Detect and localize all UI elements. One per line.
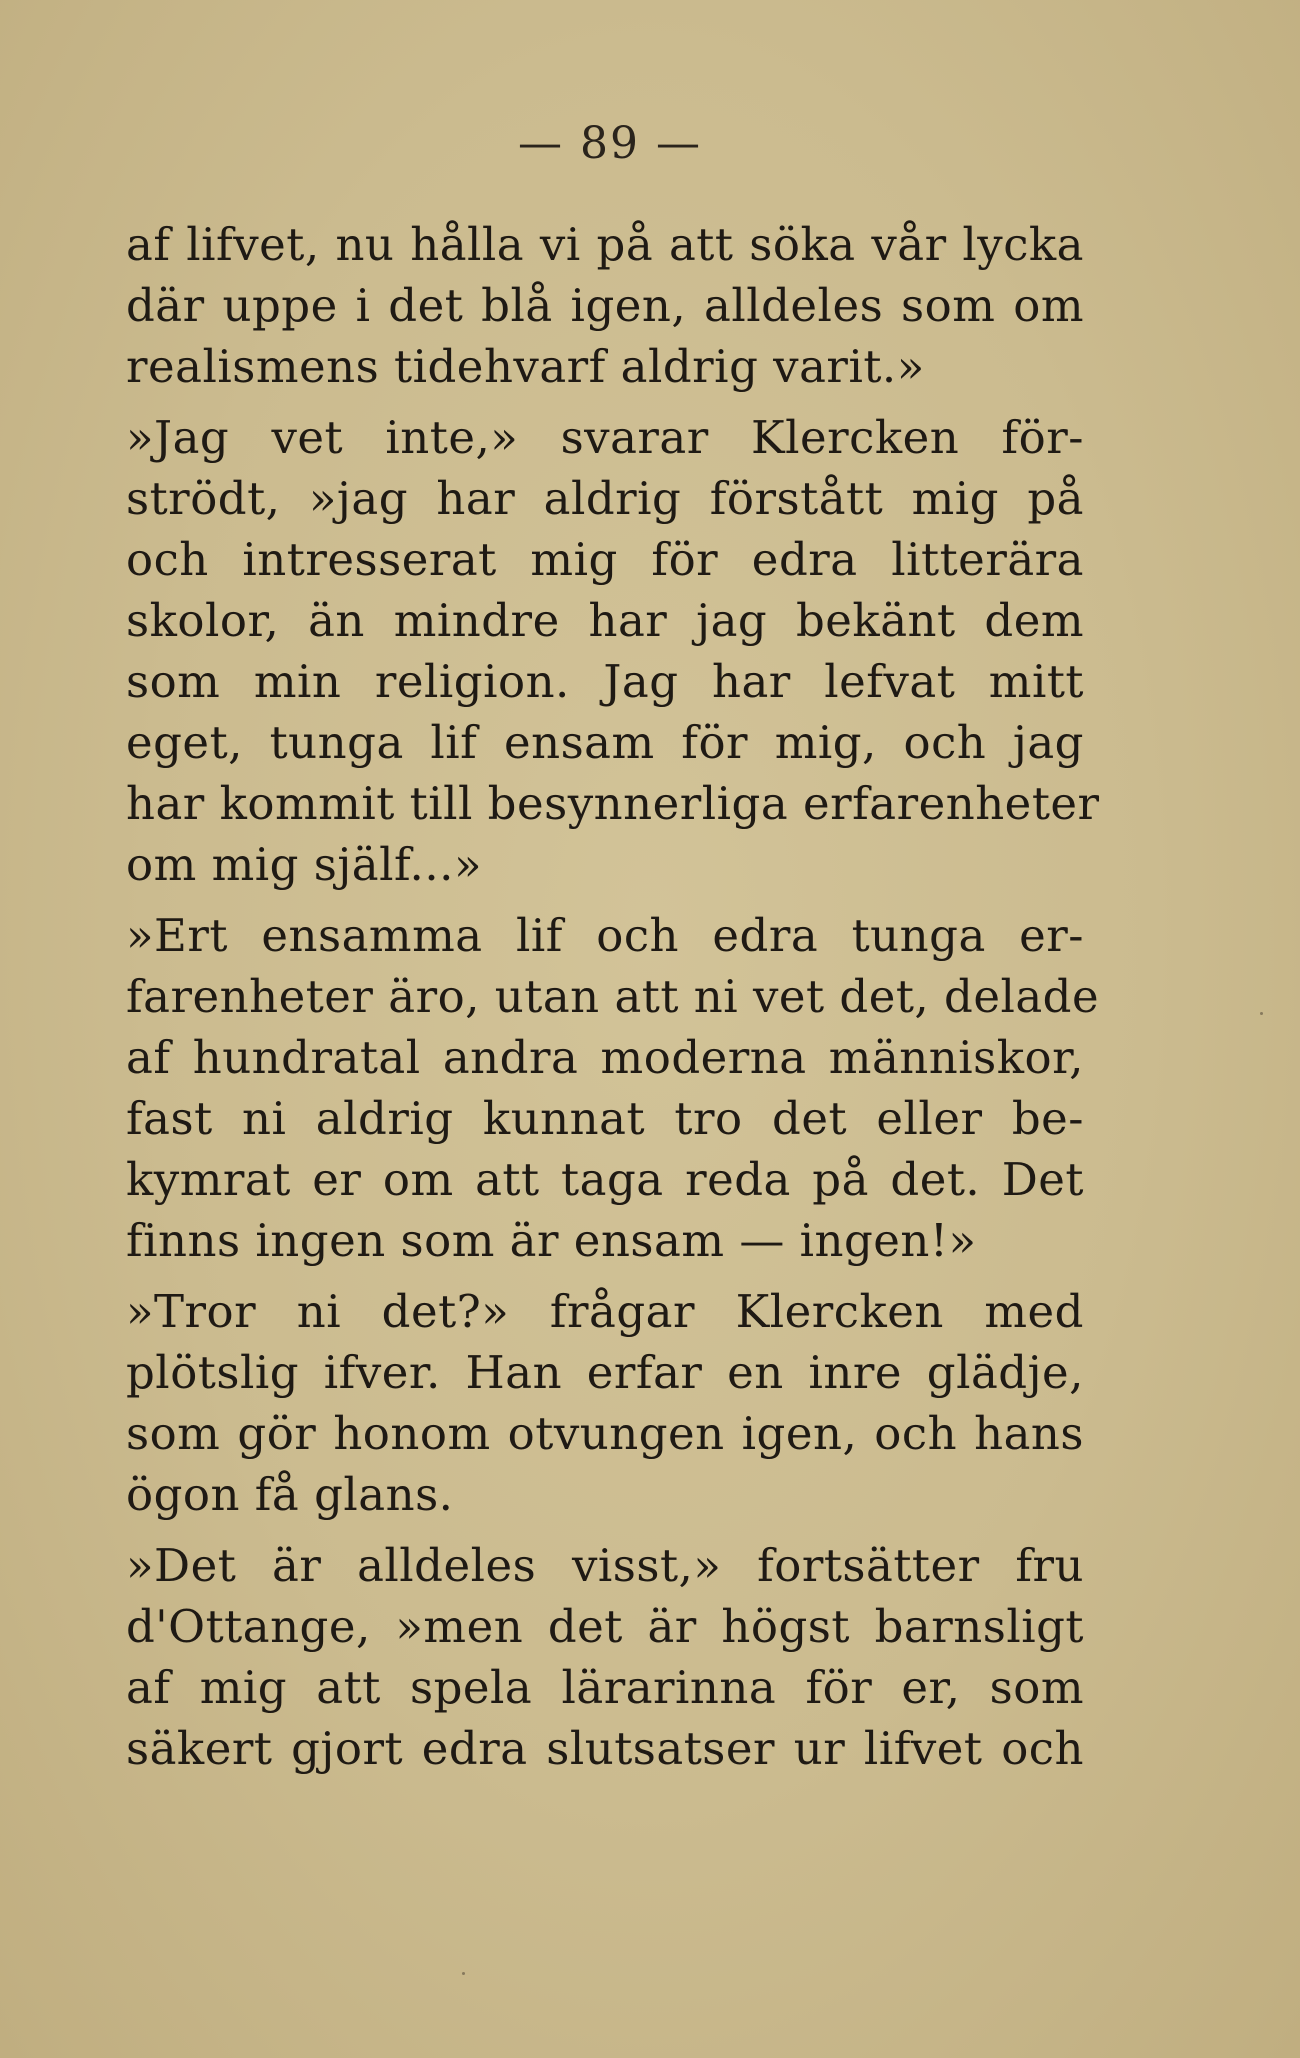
text-line: finns ingen som är ensam — ingen!» [126, 1214, 977, 1267]
text-line: af mig att spela lärarinna för er, som [126, 1661, 1084, 1714]
text-line: som min religion. Jag har lefvat mitt [126, 655, 1084, 708]
paper-speck [1260, 1012, 1263, 1015]
text-line: säkert gjort edra slutsatser ur lifvet och [126, 1722, 1084, 1775]
paragraph-2 [126, 407, 1100, 895]
text-line: realismens tidehvarf aldrig varit.» [126, 340, 925, 393]
paragraph-5 [126, 1535, 1084, 1779]
text-line: som gör honom otvungen igen, och hans [126, 1407, 1084, 1460]
text-line: strödt, »jag har aldrig förstått mig på [126, 472, 1084, 525]
text-line: d'Ottange, »men det är högst barnsligt [126, 1600, 1084, 1653]
text-line: »Jag vet inte,» svarar Klercken för- [126, 411, 1084, 464]
paragraph-1 [126, 214, 1084, 397]
text-line: »Tror ni det?» frågar Klercken med [126, 1285, 1084, 1338]
body-text [126, 214, 1100, 1779]
text-line: »Det är alldeles visst,» fortsätter fru [126, 1539, 1084, 1592]
paragraph-3 [126, 905, 1100, 1271]
paper-speck [462, 1972, 465, 1975]
text-line: och intresserat mig för edra litterära [126, 533, 1084, 586]
text-line: fast ni aldrig kunnat tro det eller be- [126, 1092, 1084, 1145]
text-line: där uppe i det blå igen, alldeles som om [126, 279, 1084, 332]
text-line: har kommit till besynnerliga erfarenheter [126, 777, 1100, 830]
text-line: skolor, än mindre har jag bekänt dem [126, 594, 1084, 647]
text-line: »Ert ensamma lif och edra tunga er- [126, 909, 1084, 962]
text-line: af hundratal andra moderna människor, [126, 1031, 1084, 1084]
text-line: om mig själf...» [126, 838, 483, 891]
text-line: eget, tunga lif ensam för mig, och jag [126, 716, 1084, 769]
text-line: farenheter äro, utan att ni vet det, delade [126, 970, 1100, 1023]
text-line: kymrat er om att taga reda på det. Det [126, 1153, 1084, 1206]
paragraph-4 [126, 1281, 1084, 1525]
page-number: — 89 — [518, 118, 702, 169]
text-line: ögon få glans. [126, 1468, 454, 1521]
text-line: plötslig ifver. Han erfar en inre glädje, [126, 1346, 1084, 1399]
text-line: af lifvet, nu hålla vi på att söka vår lycka [126, 218, 1084, 271]
